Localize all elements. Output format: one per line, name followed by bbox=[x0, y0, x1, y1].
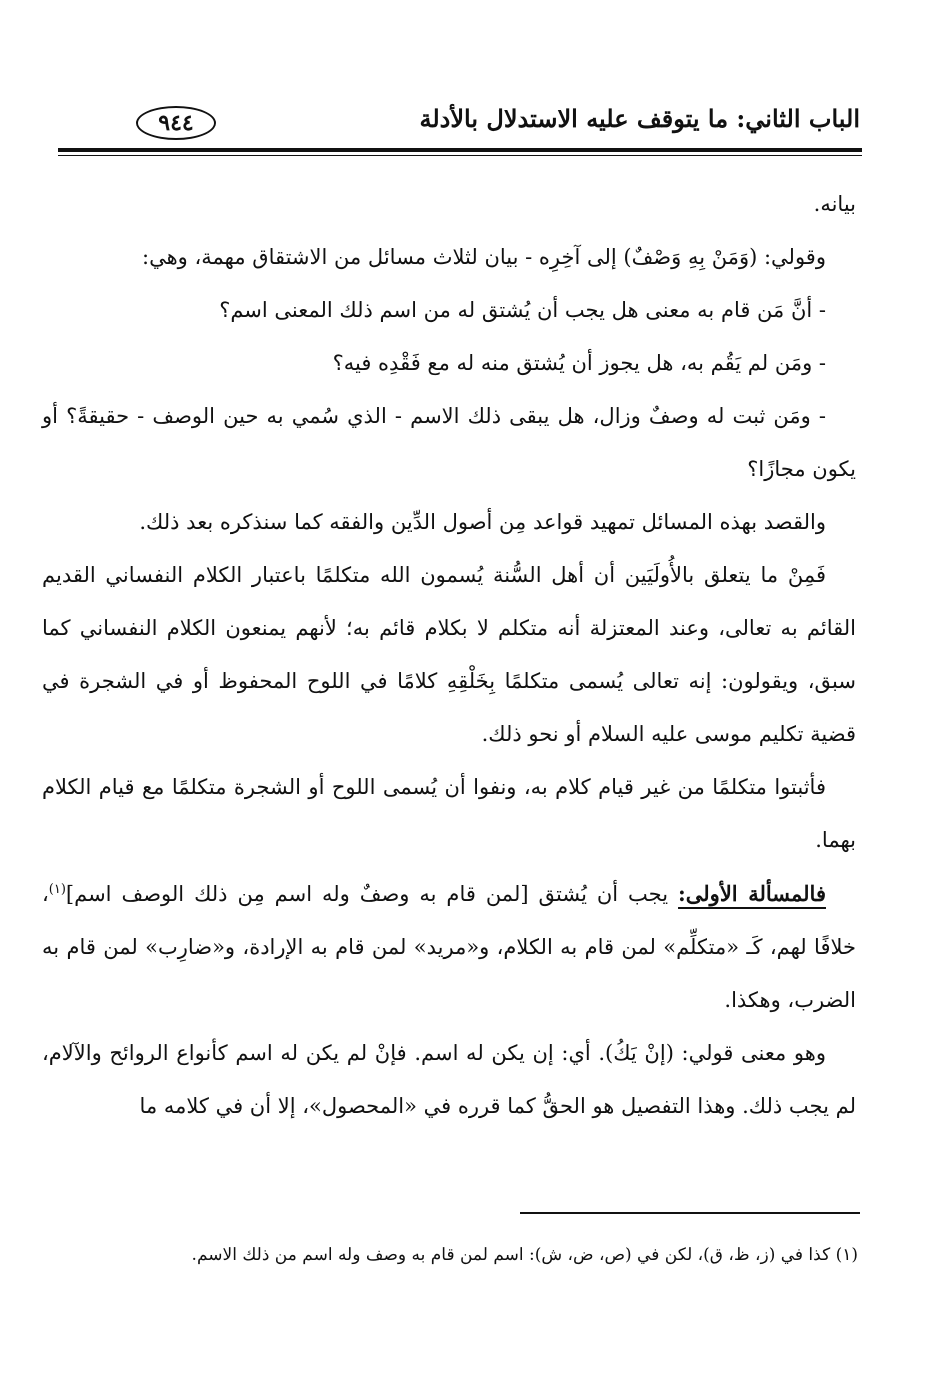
issue-label: فالمسألة الأولى: bbox=[678, 881, 826, 906]
issue-text: يجب أن يُشتق [لمن قام به وصفٌ وله اسم مِن ذلك الوصف اسم] bbox=[65, 882, 679, 906]
footnote-separator bbox=[520, 1212, 860, 1214]
paragraph-mutazila: فأثبتوا متكلمًا من غير قيام كلام به، ونفوا أن يُسمى اللوح أو الشجرة متكلمًا مع قيام الكلام بهما. bbox=[42, 775, 856, 852]
header-rule bbox=[58, 148, 862, 152]
chapter-title: الباب الثاني: ما يتوقف عليه الاستدلال بالأدلة bbox=[419, 104, 860, 133]
running-head bbox=[40, 100, 860, 144]
question-2: - ومَن لم يَقُم به، هل يجوز أن يُشتق منه له مع فَقْدِه فيه؟ bbox=[332, 351, 826, 375]
header-rule-thin bbox=[58, 155, 862, 156]
paragraph-2: وقولي: (وَمَنْ بِهِ وَصْفٌ) إلى آخِرِه - بيان لثلاث مسائل من الاشتقاق مهمة، وهي: bbox=[142, 245, 826, 269]
issue-text-rest: ، خلافًا لهم، كَـ «متكلِّم» لمن قام به الكلام، و«مريد» لمن قام به الإرادة، و«ضارِب» لمن قام به الضرب، وهكذا. bbox=[42, 882, 856, 1012]
main-text bbox=[42, 178, 856, 1133]
footnote-1: (١) كذا في (ز، ظ، ق)، لكن في (ص، ض، ش): اسم لمن قام به وصف وله اسم من ذلك الاسم. bbox=[191, 1245, 858, 1265]
paragraph-1: بيانه. bbox=[813, 192, 856, 216]
paragraph-sunnah: فَمِنْ ما يتعلق بالأُولَيَين أن أهل السُّنة يُسمون الله متكلمًا باعتبار الكلام النفساني القديم القائم به تعالى، وعند المعتزلة أنه متكلم لا بكلام قائم به؛ لأنهم يمنعون الكلام النفساني كما سبق، ويقولون: إنه تعالى يُسمى متكلمًا بِخَلْقِهِ كلامًا في اللوح المحفوظ أو في الشجرة في قضية تكليم موسى عليه السلام أو نحو ذلك. bbox=[42, 563, 856, 746]
paragraph-purpose: والقصد بهذه المسائل تمهيد قواعد مِن أصول الدِّين والفقه كما سنذكره بعد ذلك. bbox=[139, 510, 826, 534]
paragraph-issue-1 bbox=[42, 867, 856, 1027]
footnote-reference[interactable]: (١) bbox=[48, 882, 66, 897]
page-number: ٩٤٤ bbox=[136, 106, 216, 140]
question-3: - ومَن ثبت له وصفٌ وزال، هل يبقى ذلك الاسم - الذي سُمي به حين الوصف - حقيقةً؟ أو يكون مجازًا؟ bbox=[42, 404, 856, 481]
question-1: - أنَّ مَن قام به معنى هل يجب أن يُشتق له من اسم ذلك المعنى اسم؟ bbox=[219, 298, 826, 322]
paragraph-meaning: وهو معنى قولي: (إنْ يَكُ). أي: إن يكن له اسم. فإنْ لم يكن له اسم كأنواع الروائح والآلام، لم يجب ذلك. وهذا التفصيل هو الحقُّ كما قرره في «المحصول»، إلا أن في كلامه ما bbox=[42, 1041, 856, 1118]
